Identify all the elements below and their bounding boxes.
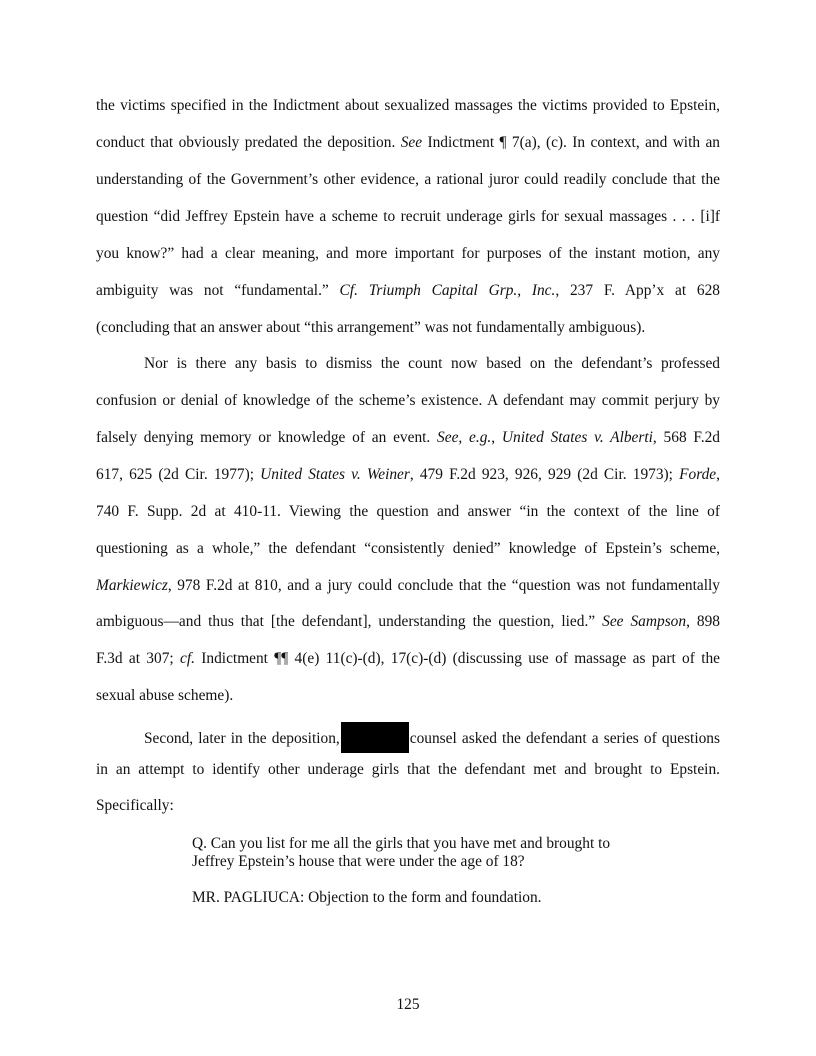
body-line: confusion or denial of knowledge of the scheme’s existence. A defendant may commit perjury by — [96, 392, 720, 409]
body-line: falsely denying memory or knowledge of an event. See, e.g., United States v. Alberti, 568 F.2d — [96, 429, 720, 446]
body-line: conduct that obviously predated the deposition. See Indictment ¶ 7(a), (c). In context, and with an — [96, 134, 720, 151]
body-line-indented: Nor is there any basis to dismiss the count now based on the defendant’s professed — [144, 355, 720, 372]
body-line-indented: Second, later in the deposition, counsel asked the defendant a series of questions — [144, 722, 720, 753]
block-quote-line: Q. Can you list for me all the girls that you have met and brought to — [192, 835, 611, 852]
body-line: F.3d at 307; cf. Indictment ¶¶ 4(e) 11(c)-(d), 17(c)-(d) (discussing use of massage as part of the — [96, 650, 720, 667]
body-line: you know?” had a clear meaning, and more important for purposes of the instant motion, any — [96, 245, 720, 262]
body-line: (concluding that an answer about “this arrangement” was not fundamentally ambiguous). — [96, 319, 646, 336]
body-line: ambiguity was not “fundamental.” Cf. Triumph Capital Grp., Inc., 237 F. App’x at 628 — [96, 282, 720, 299]
body-line: 740 F. Supp. 2d at 410-11. Viewing the question and answer “in the context of the line of — [96, 503, 720, 520]
body-line: Markiewicz, 978 F.2d at 810, and a jury could conclude that the “question was not fundamentally — [96, 577, 720, 594]
body-line: question “did Jeffrey Epstein have a scheme to recruit underage girls for sexual massages . . . [i]f — [96, 208, 720, 225]
body-line: in an attempt to identify other underage girls that the defendant met and brought to Epstein. — [96, 761, 720, 778]
body-line: Specifically: — [96, 797, 174, 814]
page-number: 125 — [396, 996, 420, 1013]
block-quote-line: Jeffrey Epstein’s house that were under the age of 18? — [192, 853, 525, 870]
body-line: sexual abuse scheme). — [96, 687, 234, 704]
block-quote-line: MR. PAGLIUCA: Objection to the form and foundation. — [192, 889, 542, 906]
body-line: questioning as a whole,” the defendant “consistently denied” knowledge of Epstein’s scheme, — [96, 540, 720, 557]
redaction-box — [341, 722, 409, 753]
body-line: the victims specified in the Indictment about sexualized massages the victims provided to Epstein, — [96, 97, 720, 114]
body-line: 617, 625 (2d Cir. 1977); United States v. Weiner, 479 F.2d 923, 926, 929 (2d Cir. 1973); Forde, — [96, 466, 720, 483]
body-line: understanding of the Government’s other evidence, a rational juror could readily conclude that the — [96, 171, 720, 188]
body-line: ambiguous—and thus that [the defendant], understanding the question, lied.” See Sampson, 898 — [96, 613, 721, 630]
